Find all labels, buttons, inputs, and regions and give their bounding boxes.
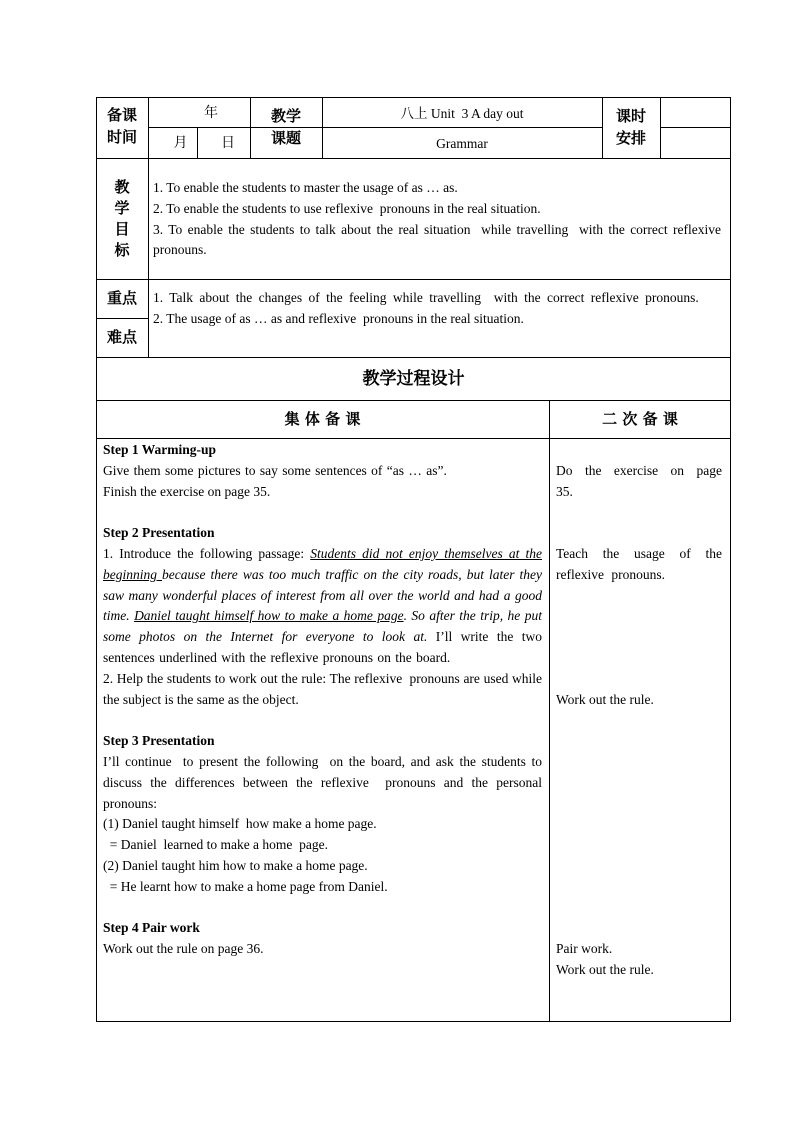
divider-keypoints-bottom	[96, 357, 731, 358]
step-2-rule: 2. Help the students to work out the rule: The reflexive pronouns are used while the subject is the same as the object.	[103, 670, 546, 707]
step-2-title: Step 2 Presentation	[103, 525, 215, 541]
objectives-text	[153, 178, 730, 261]
divider-header-mid-right	[322, 127, 602, 128]
passage-text-2: . So after the trip, he put some photos on the Internet for everyone to look at.	[103, 608, 542, 645]
divider-process-title-bottom	[96, 400, 731, 401]
spacer	[103, 502, 542, 523]
month-label: 月	[173, 135, 188, 151]
spacer	[103, 898, 542, 919]
divider-column-header-bottom	[96, 438, 731, 439]
objective-2: 2. To enable the students to use reflexive pronouns in the real situation.	[153, 200, 541, 216]
passage-text-1: because there was too much traffic on the city roads, but later they saw many wonderful places of interest from all over the world and had a good time.	[103, 566, 542, 624]
step-3-example-2: (2) Daniel taught him how to make a home page.	[103, 857, 368, 873]
step-2-passage	[103, 544, 542, 669]
divider-header-hours	[660, 127, 731, 128]
key-point-1: 1. Talk about the changes of the feeling while travelling with the correct reflexive pronouns.	[153, 290, 699, 305]
divider-hours-value	[660, 97, 661, 158]
note-4-line-1: Pair work.	[556, 941, 613, 956]
hours-label: 课时 安排	[615, 107, 646, 147]
step-3-example-1: (1) Daniel taught himself how make a home page.	[103, 816, 377, 832]
note-4	[556, 939, 722, 981]
step-1-line-1: Give them some pictures to say some sentences of “as … as”.	[103, 462, 447, 478]
prep-time-label: 备课 时间	[106, 106, 137, 146]
step-4-title: Step 4 Pair work	[103, 920, 200, 936]
year-label: 年	[204, 105, 218, 121]
step-1-title: Step 1 Warming-up	[103, 442, 217, 457]
note-1: Do the exercise on page 35.	[556, 463, 722, 499]
column-header-second-prep: 二 次 备 课	[602, 410, 678, 428]
objectives-label: 教 学 目 标	[114, 178, 130, 259]
step-3-example-1b: = Daniel learned to make a home page.	[103, 837, 329, 853]
unit-title: 八上 Unit 3 A day out	[400, 106, 524, 121]
underlined-sentence-1: Students did not enjoy themselves at the beginning	[103, 545, 543, 582]
step-2-note: I’ll write the two sentences underlined with the reflexive pronouns on the board.	[103, 629, 542, 665]
note-3: Work out the rule.	[556, 692, 654, 707]
step-4-line-1: Work out the rule on page 36.	[103, 941, 264, 957]
note-2: Teach the usage of the reflexive pronouns.	[556, 546, 722, 582]
process-title: 教学过程设计	[362, 369, 465, 389]
spacer	[103, 710, 542, 731]
key-points-text	[153, 288, 719, 330]
step-3-intro: I’ll continue to present the following on the board, and ask the students to discuss the differences between the reflexive pronouns and the personal pronouns:	[103, 753, 547, 811]
step-3-title: Step 3 Presentation	[103, 733, 215, 749]
topic-label: 教学 课题	[270, 107, 301, 147]
underlined-sentence-2: Daniel taught himself how to make a home page	[134, 608, 404, 624]
difficult-points-label: 难点	[106, 328, 137, 346]
lesson-type: Grammar	[436, 136, 488, 151]
objective-3: 3. To enable the students to talk about the real situation while travelling with the correct reflexive pronouns.	[153, 221, 730, 258]
divider-process-columns	[549, 400, 550, 1022]
step-3-example-2b: = He learnt how to make a home page from Daniel.	[103, 878, 388, 894]
note-4-line-2: Work out the rule.	[556, 961, 654, 977]
step-2-intro: 1. Introduce the following passage:	[103, 545, 311, 561]
divider-header-bottom	[96, 158, 731, 159]
objective-1: 1. To enable the students to master the usage of as … as.	[153, 180, 458, 195]
day-label: 日	[221, 135, 235, 151]
key-points-label: 重点	[106, 289, 137, 307]
steps-content	[103, 440, 547, 960]
column-header-group-prep: 集 体 备 课	[284, 410, 361, 428]
divider-keypoints-mid	[96, 318, 148, 319]
step-1-line-2: Finish the exercise on page 35.	[103, 483, 271, 499]
key-point-2: 2. The usage of as … as and reflexive pronouns in the real situation.	[153, 310, 524, 326]
divider-objectives-bottom	[96, 279, 731, 280]
